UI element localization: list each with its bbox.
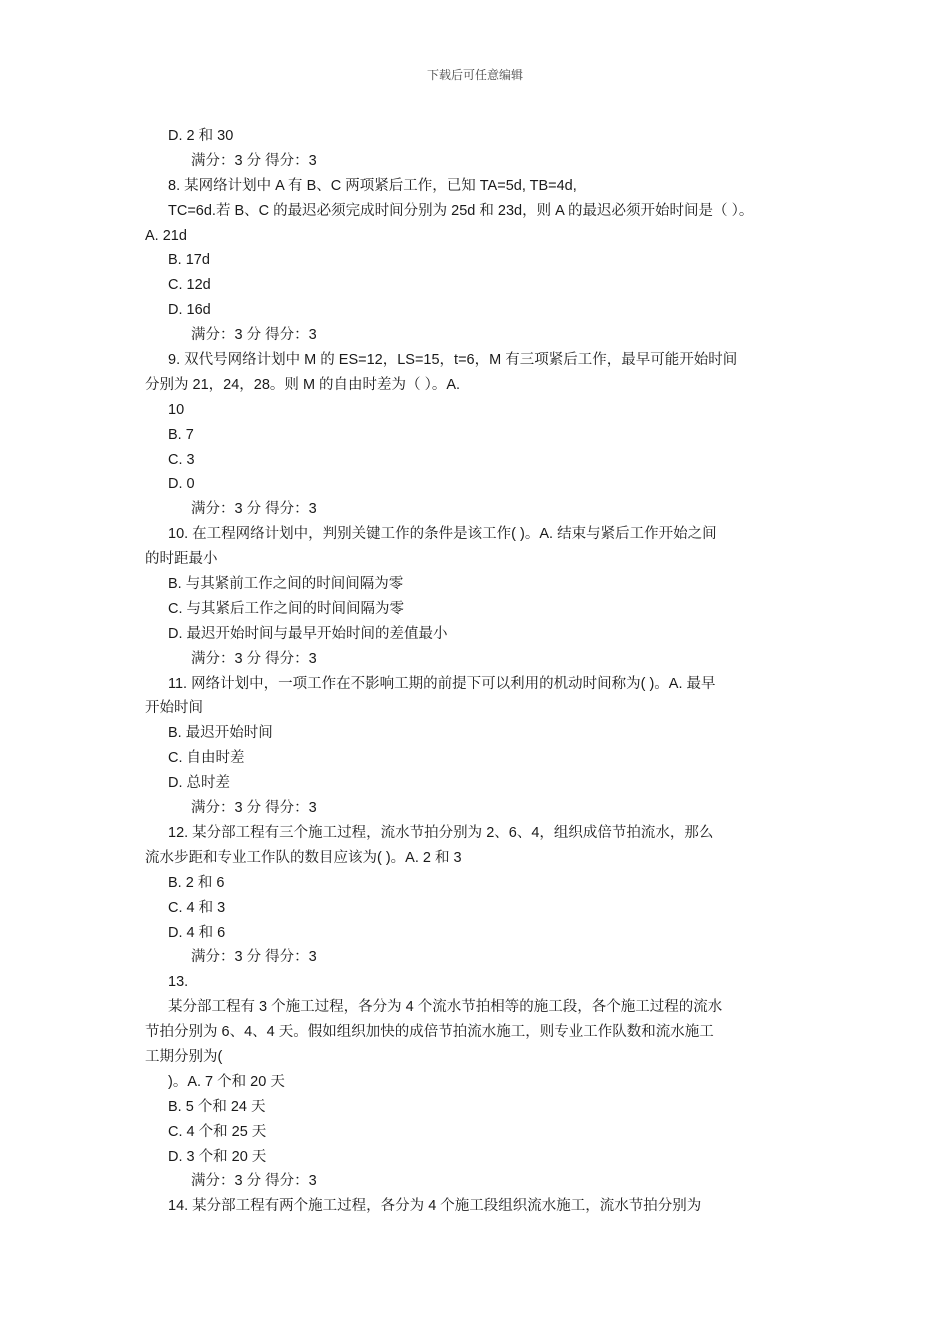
- page-header: 下载后可任意编辑: [426, 68, 523, 82]
- text-line: C. 4 个和 25 天: [168, 1123, 267, 1140]
- text-line: 10: [168, 401, 185, 418]
- text-line: 10. 在工程网络计划中，判别关键工作的条件是该工作( )。A. 结束与紧后工作开始之间: [168, 526, 717, 543]
- text-line: 14. 某分部工程有两个施工过程，各分为 4 个施工段组织流水施工，流水节拍分别为: [168, 1198, 702, 1215]
- text-line: C. 与其紧后工作之间的时间间隔为零: [168, 600, 405, 617]
- text-line: B. 2 和 6: [168, 874, 225, 891]
- text-line: 满分：3 分 得分：3: [191, 800, 317, 817]
- text-line: 流水步距和专业工作队的数目应该为( )。A. 2 和 3: [145, 849, 462, 866]
- text-line: 节拍分别为 6、4、4 天。假如组织加快的成倍节拍流水施工，则专业工作队数和流水施工: [145, 1024, 714, 1041]
- text-line: 13.: [168, 974, 189, 991]
- text-line: D. 4 和 6: [168, 924, 226, 941]
- text-line: B. 5 个和 24 天: [168, 1098, 266, 1115]
- text-line: 的时距最小: [145, 551, 218, 568]
- text-line: D. 总时差: [168, 775, 231, 792]
- text-line: D. 最迟开始时间与最早开始时间的差值最小: [168, 625, 448, 642]
- text-line: 满分：3 分 得分：3: [191, 1173, 317, 1190]
- text-line: 某分部工程有 3 个施工过程，各分为 4 个流水节拍相等的施工段，各个施工过程的流水: [168, 999, 723, 1016]
- text-line: C. 12d: [168, 277, 211, 294]
- text-line: 分别为 21，24，28。则 M 的自由时差为（ ）。A.: [145, 376, 461, 393]
- text-line: 满分：3 分 得分：3: [191, 152, 317, 169]
- text-line: D. 0: [168, 476, 195, 493]
- text-line: 8. 某网络计划中 A 有 B、C 两项紧后工作，已知 TA=5d, TB=4d,: [168, 177, 577, 194]
- text-line: D. 16d: [168, 302, 211, 319]
- text-line: 工期分别为(: [145, 1048, 223, 1065]
- document-body: [145, 124, 825, 1219]
- text-line: C. 自由时差: [168, 750, 245, 767]
- text-line: 满分：3 分 得分：3: [191, 949, 317, 966]
- text-line: 9. 双代号网络计划中 M 的 ES=12，LS=15，t=6，M 有三项紧后工作，最早可能开始时间: [168, 352, 738, 369]
- text-line: B. 与其紧前工作之间的时间间隔为零: [168, 576, 404, 593]
- text-line: D. 3 个和 20 天: [168, 1148, 267, 1165]
- text-line: 12. 某分部工程有三个施工过程，流水节拍分别为 2、6、4，组织成倍节拍流水，那么: [168, 824, 714, 841]
- text-line: 11. 网络计划中，一项工作在不影响工期的前提下可以利用的机动时间称为( )。A. 最早: [168, 675, 716, 692]
- text-line: C. 4 和 3: [168, 899, 226, 916]
- text-line: C. 3: [168, 451, 195, 468]
- text-line: 满分：3 分 得分：3: [191, 650, 317, 667]
- text-line: 满分：3 分 得分：3: [191, 501, 317, 518]
- text-line: TC=6d.若 B、C 的最迟必须完成时间分别为 25d 和 23d，则 A 的最迟必须开始时间是（ ）。: [168, 202, 754, 219]
- text-line: D. 2 和 30: [168, 128, 234, 144]
- text-line: B. 最迟开始时间: [168, 725, 273, 742]
- text-line: A. 21d: [145, 227, 187, 244]
- text-line: 开始时间: [145, 700, 203, 717]
- text-line: )。A. 7 个和 20 天: [168, 1073, 285, 1090]
- text-line: B. 7: [168, 426, 194, 443]
- text-line: 满分：3 分 得分：3: [191, 327, 317, 344]
- text-line: B. 17d: [168, 252, 210, 269]
